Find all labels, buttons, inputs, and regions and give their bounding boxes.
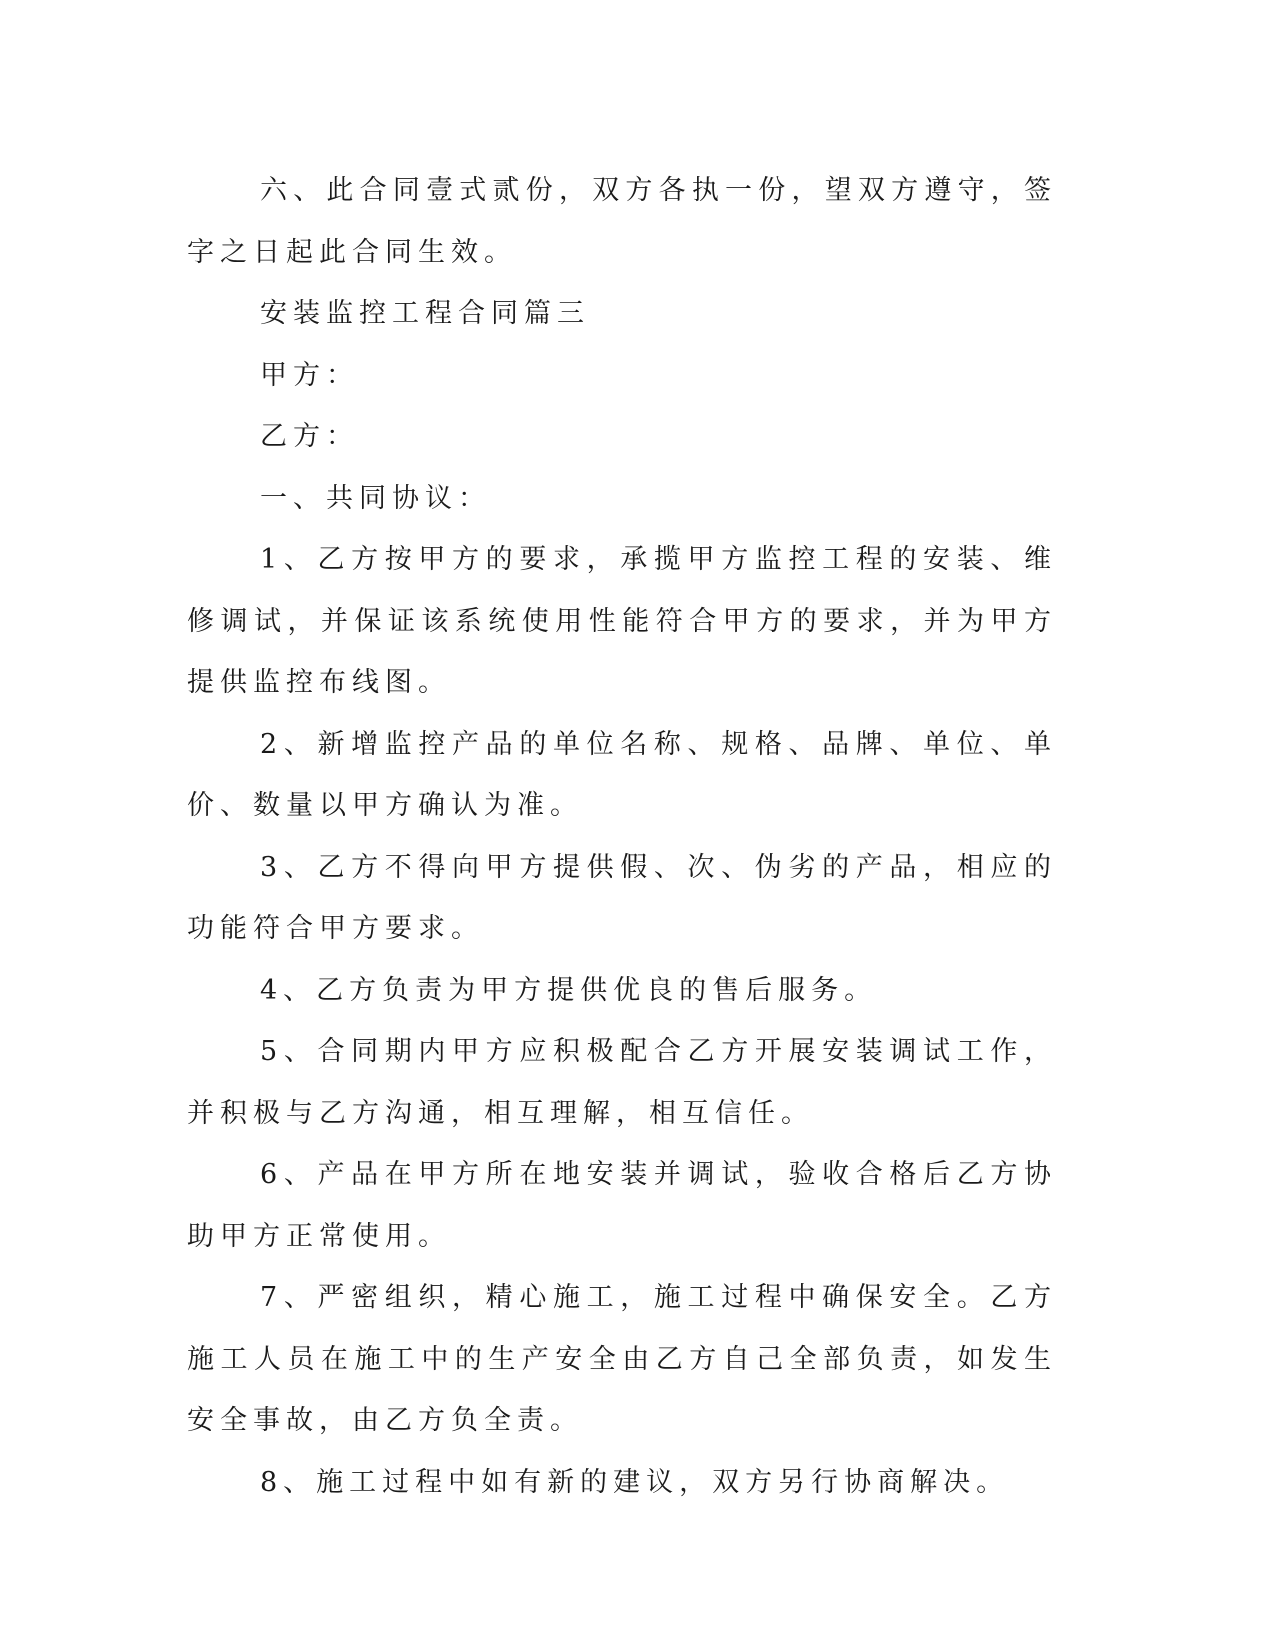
clause-1-paragraph: 1、乙方按甲方的要求，承揽甲方监控工程的安装、维修调试，并保证该系统使用性能符合甲方的要求，并为甲方提供监控布线图。 [187, 544, 1057, 698]
section-heading: 安装监控工程合同篇三 [260, 298, 590, 329]
clause-6-paragraph: 6、产品在甲方所在地安装并调试，验收合格后乙方协助甲方正常使用。 [187, 1159, 1057, 1252]
clause-3-paragraph: 3、乙方不得向甲方提供假、次、伪劣的产品，相应的功能符合甲方要求。 [187, 851, 1057, 944]
clause-8-paragraph: 8、施工过程中如有新的建议，双方另行协商解决。 [260, 1466, 1010, 1498]
document-body [187, 160, 1057, 1513]
clause-5-paragraph: 5、合同期内甲方应积极配合乙方开展安装调试工作，并积极与乙方沟通，相互理解，相互信任。 [187, 1036, 1057, 1129]
party-b-label: 乙方： [260, 421, 359, 452]
clause-six-paragraph: 六、此合同壹式贰份，双方各执一份，望双方遵守，签字之日起此合同生效。 [187, 175, 1057, 268]
clause-4-paragraph: 4、乙方负责为甲方提供优良的售后服务。 [260, 974, 878, 1006]
clause-2-paragraph: 2、新增监控产品的单位名称、规格、品牌、单位、单价、数量以甲方确认为准。 [187, 728, 1057, 821]
party-a-label: 甲方： [260, 359, 359, 391]
clause-7-paragraph: 7、严密组织，精心施工，施工过程中确保安全。乙方施工人员在施工中的生产安全由乙方自己全部负责，如发生安全事故，由乙方负全责。 [187, 1282, 1057, 1436]
agreement-heading: 一、共同协议： [260, 482, 491, 514]
